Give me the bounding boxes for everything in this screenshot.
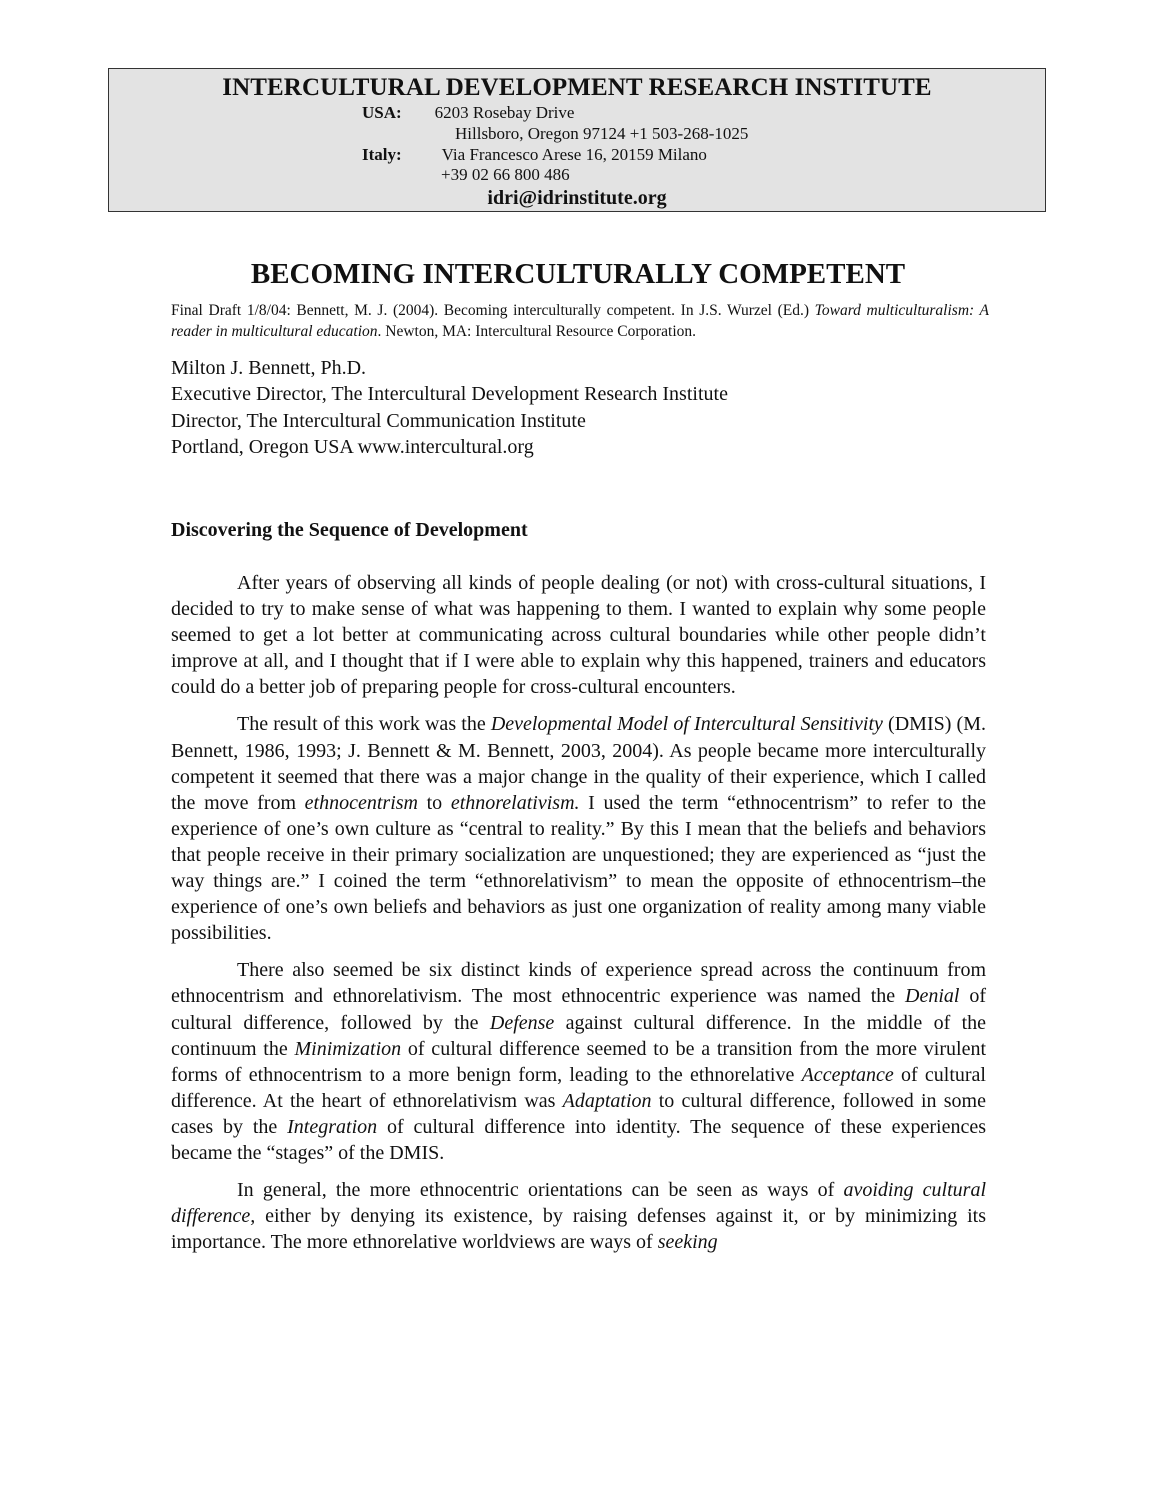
italy-phone: +39 02 66 800 486: [441, 165, 570, 184]
body-text: [171, 570, 986, 1266]
p2-text-e: to: [417, 791, 451, 814]
usa-address-line1: [362, 103, 574, 123]
p3-text-e: against cultural difference. In the middle of the continuum the: [171, 1011, 987, 1060]
p3-text-k: to cultural difference, followed in some cases by the: [171, 1089, 986, 1138]
p4-emphasis-seeking: seeking: [657, 1231, 718, 1254]
p3-emphasis-minimization: Minimization: [294, 1037, 402, 1060]
p3-text-m: of cultural difference into identity. The sequence of these experiences became the “stages” of the DMIS.: [171, 1115, 986, 1164]
p3-text-g: of cultural difference seemed to be a transition from the more virulent forms of ethnocentrism to a more benign form, leading to the ethnorelative: [171, 1037, 986, 1086]
italy-label: Italy:: [362, 145, 402, 164]
italy-address-line1: [362, 145, 707, 165]
paragraph-2: [171, 711, 986, 946]
paragraph-4: [171, 1177, 986, 1255]
p2-emphasis-ethnorelativism: ethnorelativism.: [450, 791, 580, 814]
usa-street: 6203 Rosebay Drive: [434, 103, 575, 122]
author-location: Portland, Oregon USA www.intercultural.org: [171, 435, 534, 458]
p3-emphasis-acceptance: Acceptance: [801, 1063, 894, 1086]
citation-suffix: . Newton, MA: Intercultural Resource Corporation.: [377, 323, 697, 340]
citation-prefix: Final Draft 1/8/04: Bennett, M. J. (2004). Becoming interculturally competent. In J.S. Wurzel (Ed.): [171, 302, 815, 319]
paragraph-1: After years of observing all kinds of people dealing (or not) with cross-cultural situations, I decided to try to make sense of what was happening to them. I wanted to explain why some people seemed to get a lot better at communicating across cultural boundaries while other people didn’t improve at all, and I thought that if I were able to explain why this happened, trainers and educators could do a better job of preparing people for cross-cultural encounters.: [171, 572, 986, 699]
document-title: BECOMING INTERCULTURALLY COMPETENT: [250, 258, 906, 290]
p3-emphasis-defense: Defense: [489, 1011, 555, 1034]
letterhead: [108, 68, 1046, 212]
p2-text-c: (DMIS) (M. Bennett, 1986, 1993; J. Bennett & M. Bennett, 2003, 2004). As people became more interculturally competent it seemed that there was a major change in the quality of their experience, which I called the move from: [171, 713, 986, 814]
usa-label: USA:: [362, 103, 402, 122]
p3-emphasis-adaptation: Adaptation: [562, 1089, 652, 1112]
usa-address-line2: Hillsboro, Oregon 97124 +1 503-268-1025: [455, 124, 749, 143]
paragraph-3: [171, 957, 986, 1166]
p2-emphasis-ethnocentrism: ethnocentrism: [304, 791, 418, 814]
p2-text-a: The result of this work was the: [237, 713, 491, 736]
italy-street: Via Francesco Arese 16, 20159 Milano: [441, 145, 707, 164]
p4-text-c: either by denying its existence, by raising defenses against it, or by minimizing its importance. The more ethnorelative worldviews are ways of: [171, 1205, 986, 1254]
author-role-director: Director, The Intercultural Communication Institute: [171, 409, 586, 432]
p4-text-a: In general, the more ethnocentric orientations can be seen as ways of: [237, 1179, 844, 1202]
organization-name: INTERCULTURAL DEVELOPMENT RESEARCH INSTITUTE: [222, 74, 932, 101]
contact-email[interactable]: idri@idrinstitute.org: [487, 187, 667, 209]
p4-emphasis-avoiding: avoiding cultural difference,: [171, 1179, 987, 1228]
p3-text-c: of cultural difference, followed by the: [171, 985, 986, 1034]
section-heading: Discovering the Sequence of Development: [171, 519, 528, 541]
p2-emphasis-dmis: Developmental Model of Intercultural Sensitivity: [490, 713, 883, 736]
p3-text-i: of cultural difference. At the heart of ethnorelativism was: [171, 1063, 986, 1112]
author-role-executive: Executive Director, The Intercultural Development Research Institute: [171, 383, 728, 406]
p2-text-g: I used the term “ethnocentrism” to refer to the experience of one’s own culture as “central to reality.” By this I mean that the beliefs and behaviors that people receive in their primary socialization are unquestioned; they are experienced as “just the way things are.” I coined the term “ethnorelativism” to mean the opposite of ethnocentrism–the experience of one’s own beliefs and behaviors as just one organization of reality among many viable possibilities.: [171, 791, 987, 945]
p3-emphasis-integration: Integration: [287, 1115, 378, 1138]
citation-book-title: Toward multiculturalism: A reader in multicultural education: [171, 302, 989, 340]
author-name: Milton J. Bennett, Ph.D.: [171, 357, 367, 379]
p3-emphasis-denial: Denial: [905, 985, 960, 1008]
author-block: [171, 355, 728, 460]
p3-text-a: There also seemed be six distinct kinds of experience spread across the continuum from ethnocentrism and ethnorelativism. The most ethnocentric experience was named the: [171, 959, 986, 1008]
citation: [171, 300, 989, 342]
